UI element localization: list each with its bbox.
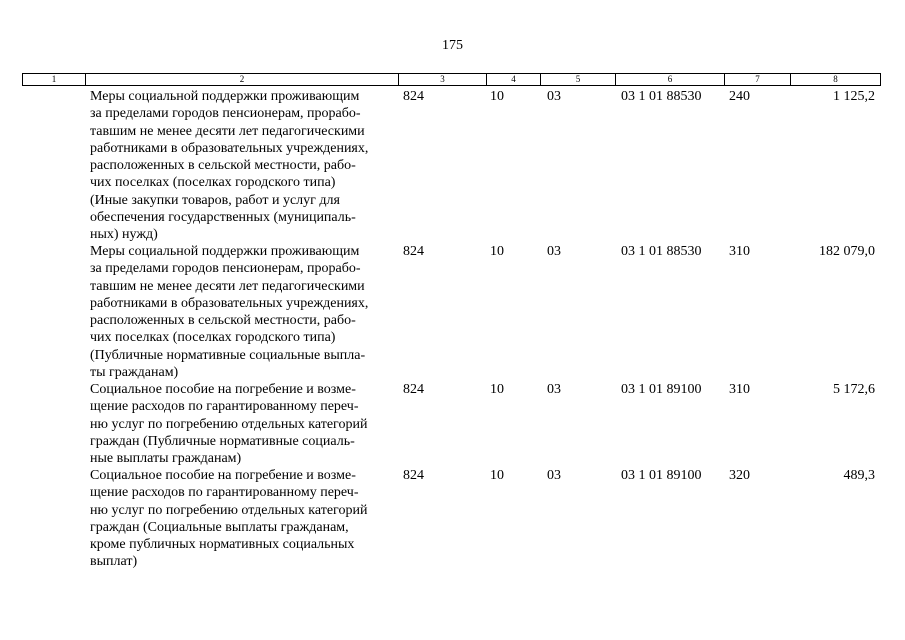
row-col5: 03: [547, 89, 561, 104]
header-cell-7: 7: [725, 74, 791, 85]
row-col3: 824: [403, 89, 424, 104]
row-description: Социальное пособие на погребение и возме- щение расходов по гарантированному переч- ню услуг по погребению отдельных категорий граждан (Социальные выплаты гражданам, кроме публичных нормативных социальных выплат): [90, 468, 368, 570]
row-col5: 03: [547, 244, 561, 259]
row-col7: 240: [729, 89, 750, 104]
header-cell-4: 4: [487, 74, 541, 85]
row-col6: 03 1 01 89100: [621, 468, 702, 483]
row-col4: 10: [490, 89, 504, 104]
row-col7: 310: [729, 244, 750, 259]
row-col3: 824: [403, 382, 424, 397]
header-cell-8: 8: [833, 74, 838, 84]
row-col8: 489,3: [843, 468, 875, 483]
row-col5: 03: [547, 382, 561, 397]
row-col3: 824: [403, 244, 424, 259]
row-col8: 1 125,2: [833, 89, 875, 104]
row-col4: 10: [490, 244, 504, 259]
header-cell-1: 1: [23, 74, 86, 85]
header-cell-6: 6: [616, 74, 725, 85]
row-col4: 10: [490, 468, 504, 483]
header-cell-3: 3: [399, 74, 487, 85]
row-description: Социальное пособие на погребение и возме- щение расходов по гарантированному переч- ню услуг по погребению отдельных категорий граждан (Публичные нормативные социаль- ные выплаты гражданам): [90, 382, 368, 467]
page-number: 175: [442, 38, 463, 53]
row-col7: 320: [729, 468, 750, 483]
header-cell-2: 2: [86, 74, 399, 85]
row-col7: 310: [729, 382, 750, 397]
header-cell-5: 5: [541, 74, 616, 85]
row-col3: 824: [403, 468, 424, 483]
row-col4: 10: [490, 382, 504, 397]
row-col8: 182 079,0: [819, 244, 875, 259]
row-description: Меры социальной поддержки проживающим за пределами городов пенсионерам, прорабо- тавшим не менее десяти лет педагогическими работниками в образовательных учреждениях, расположенных в сельской местности, рабо- чих поселках (поселках городского типа) (Публичные нормативные социальные выпла- ты гражданам): [90, 244, 369, 381]
row-col6: 03 1 01 88530: [621, 89, 702, 104]
table-header: [22, 73, 881, 86]
row-col6: 03 1 01 88530: [621, 244, 702, 259]
row-description: Меры социальной поддержки проживающим за пределами городов пенсионерам, прорабо- тавшим не менее десяти лет педагогическими работниками в образовательных учреждениях, расположенных в сельской местности, рабо- чих поселках (поселках городского типа) (Иные закупки товаров, работ и услуг для обеспечения государственных (муниципаль- ных) нужд): [90, 89, 369, 243]
row-col5: 03: [547, 468, 561, 483]
row-col8: 5 172,6: [833, 382, 875, 397]
row-col6: 03 1 01 89100: [621, 382, 702, 397]
